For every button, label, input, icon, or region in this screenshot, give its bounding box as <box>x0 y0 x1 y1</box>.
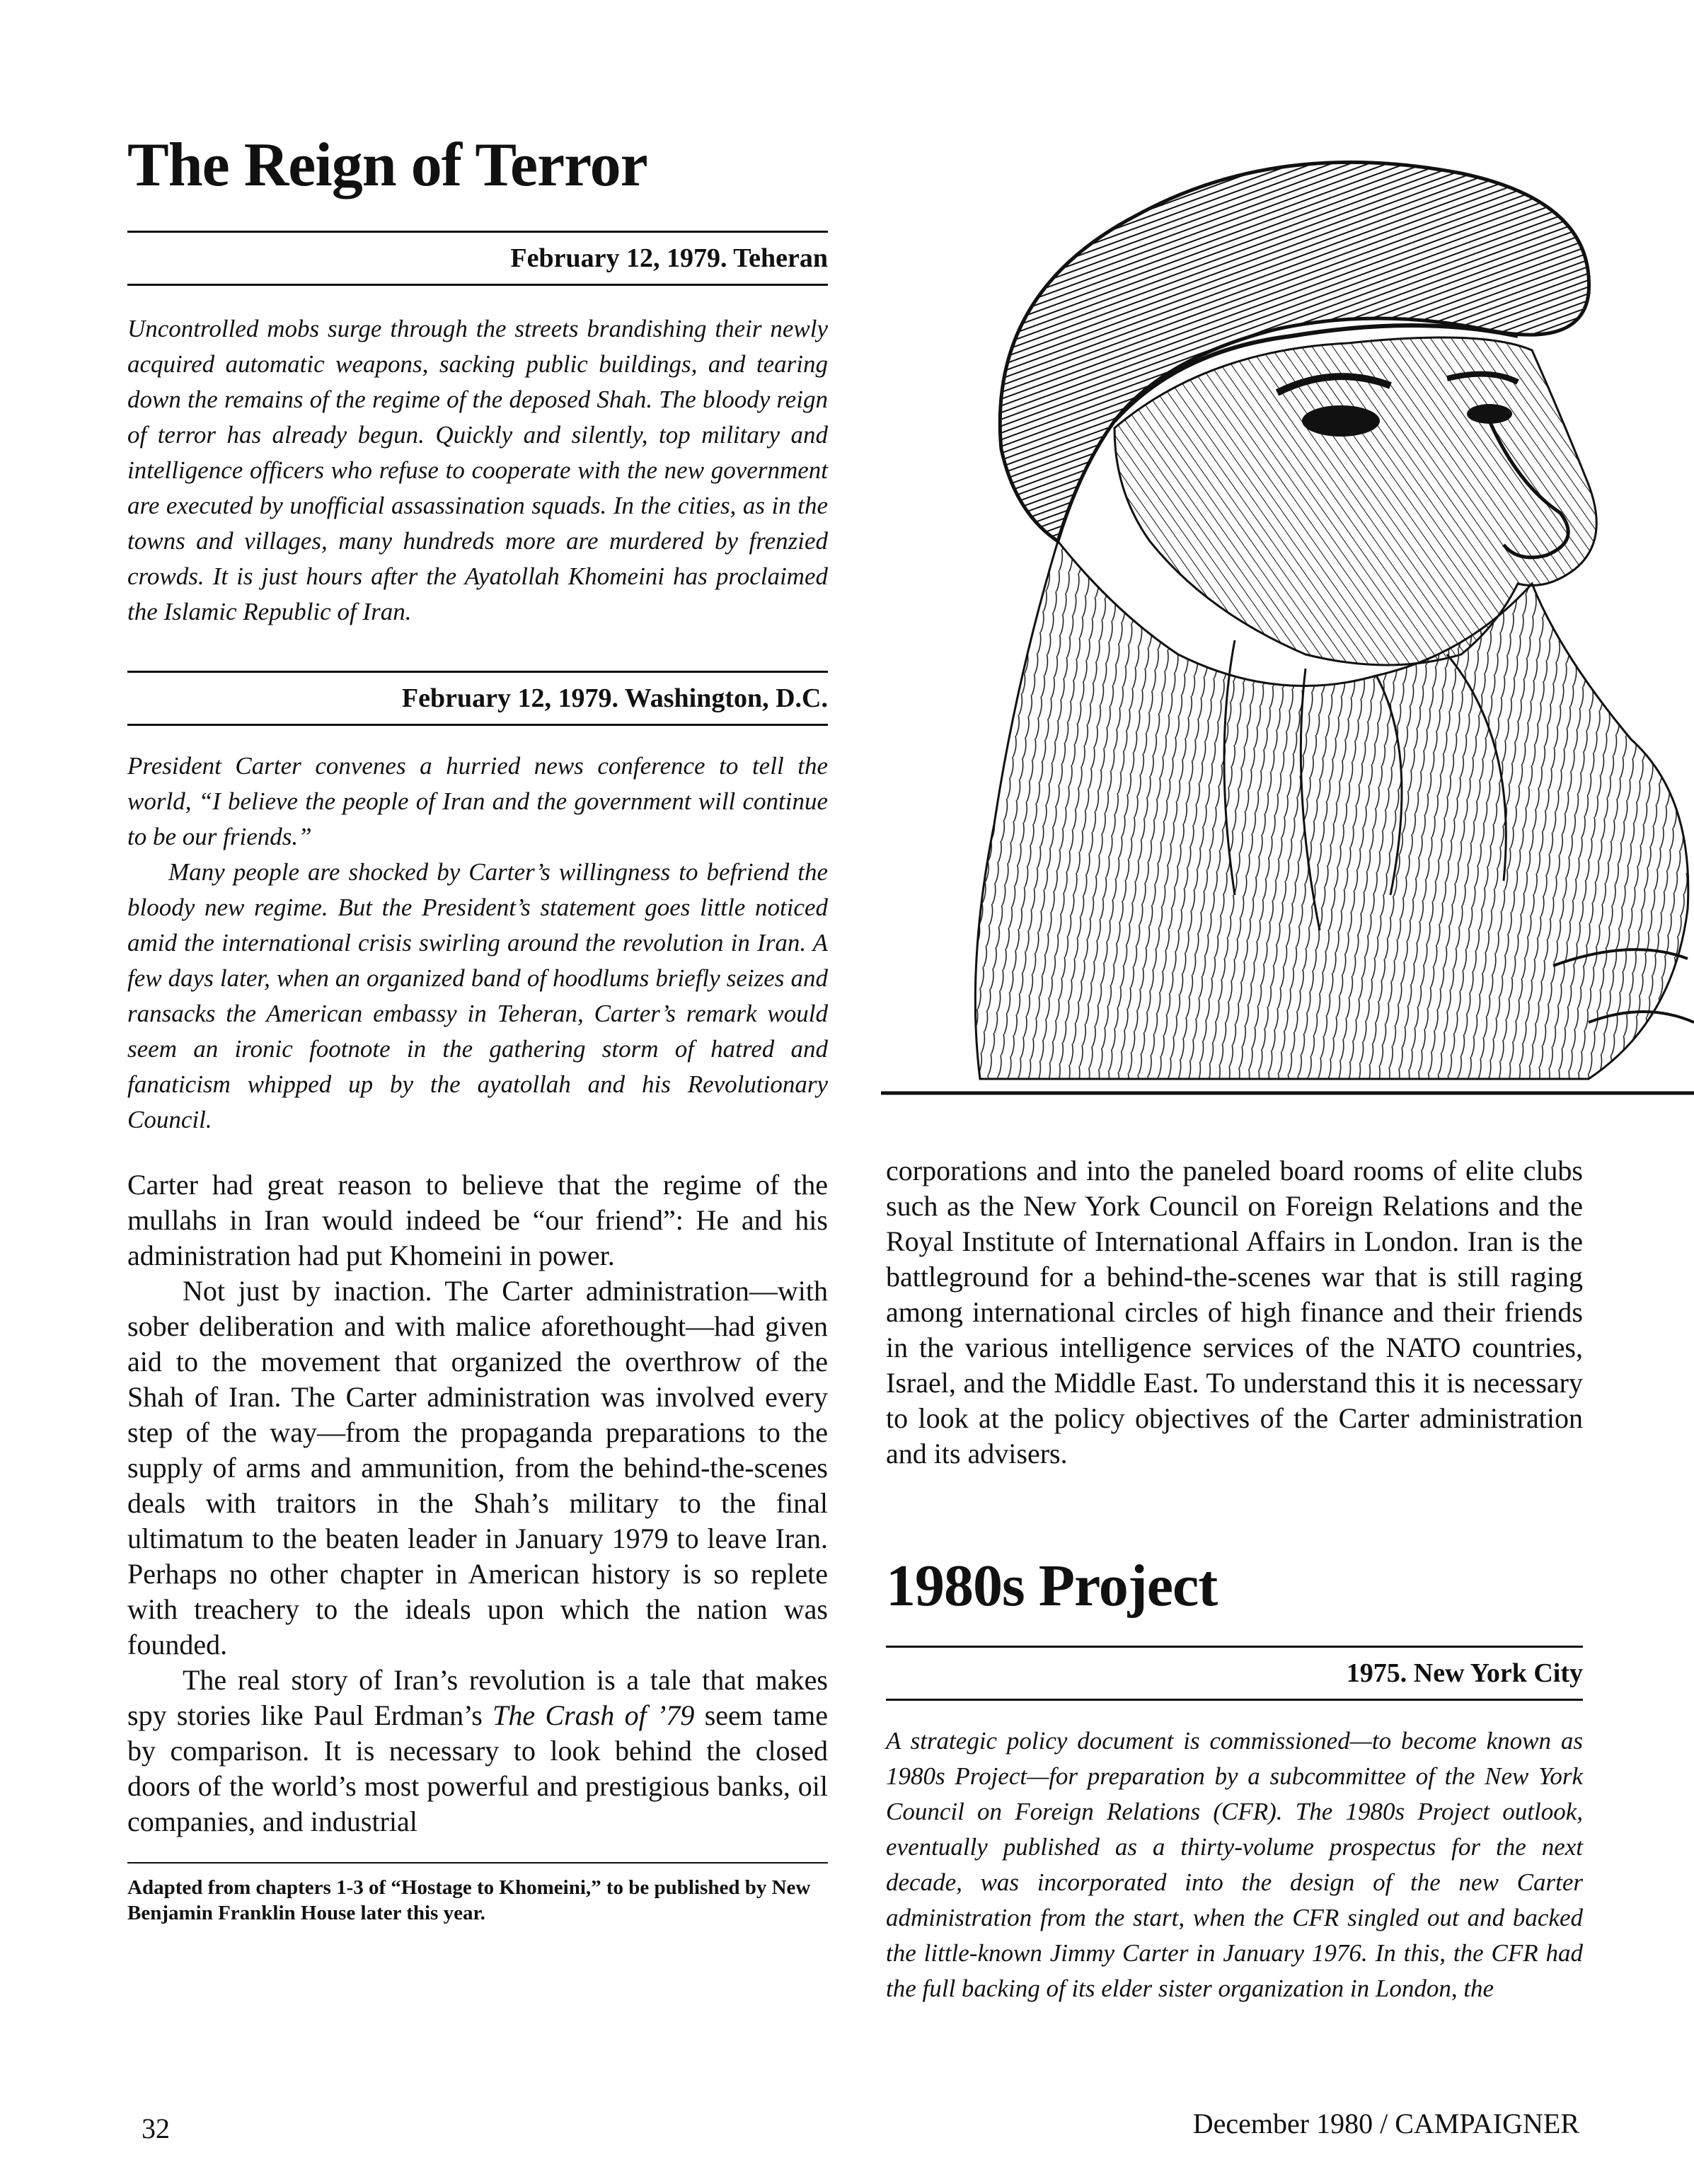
page-number: 32 <box>142 2113 170 2144</box>
new-york-paragraph: A strategic policy document is commissioned—to become known as 1980s Project—for preparation by a subcommittee of the New York Council on Foreign Relations (CFR). The 1980s Project outlook, eventually published as a thirty-volume prospectus for the next decade, was incorporated into the design of the new Carter administration from the start, when the CFR singled out and backed the little-known Jimmy Carter in January 1976. In this, the CFR had the full backing of its elder sister organization in London, the <box>886 1726 1583 2002</box>
dateline-washington: February 12, 1979. Washington, D.C. <box>401 683 828 713</box>
article-title: The Reign of Terror <box>127 131 647 200</box>
footnote: Adapted from chapters 1-3 of “Hostage to Khomeini,” to be published by New Benjamin Franklin House later this year. <box>127 1876 811 1924</box>
book-title: The Crash of ’79 <box>492 1699 695 1731</box>
section-title-1980s-project: 1980s Project <box>886 1553 1218 1619</box>
washington-paragraph-2: Many people are shocked by Carter’s willingness to befriend the bloody new regime. But the President’s statement goes little noticed amid the international crisis swirling around the revolution in Iran. A few days later, when an organized band of hoodlums briefly seizes and ransacks the American embassy in Teheran, Carter’s remark would seem an ironic footnote in the gathering storm of hatred and fanaticism whipped up by the ayatollah and his Revolutionary Council. <box>127 857 828 1133</box>
dateline-new-york: 1975. New York City <box>1346 1658 1583 1688</box>
teheran-paragraph: Uncontrolled mobs surge through the streets brandishing their newly acquired automatic weapons, sacking public buildings, and tearing down the remains of the regime of the deposed Shah. The bloody reign of terror has already begun. Quickly and silently, top military and intelligence officers who refuse to cooperate with the new government are executed by unofficial assassination squads. In the cities, as in the towns and villages, many hundreds more are murdered by frenzied crowds. It is just hours after the Ayatollah Khomeini has proclaimed the Islamic Republic of Iran. <box>127 314 828 625</box>
body-paragraph-3-start: The real story of Iran’s revolution is a tale that makes spy stories like Paul Erdman’s <box>127 1663 828 1731</box>
footnote-rule <box>127 1862 828 1864</box>
running-head: December 1980 / CAMPAIGNER <box>1192 2108 1579 2139</box>
left-column <box>127 131 828 1926</box>
portrait-illustration <box>881 117 1694 1107</box>
washington-paragraph-1: President Carter convenes a hurried news conference to tell the world, “I believe the people of Iran and the government will continue to be our friends.” <box>127 751 828 850</box>
right-column <box>886 1153 1583 2006</box>
body-paragraph-2: Not just by inaction. The Carter administration—with sober deliberation and with malice aforethought—had given aid to the movement that organized the overthrow of the Shah of Iran. The Carter administration was involved every step of the way—from the propaganda preparations to the supply of arms and ammunition, from the behind-the-scenes deals with traitors in the Shah’s military to the final ultimatum to the beaten leader in January 1979 to leave Iran. Perhaps no other chapter in American history is so replete with treachery to the ideals upon which the nation was founded. <box>127 1274 828 1660</box>
body-paragraph-1: Carter had great reason to believe that the regime of the mullahs in Iran would indeed be “our friend”: He and his administration had put Khomeini in power. <box>127 1168 828 1271</box>
body-paragraph-3-end: seem tame by comparison. It is necessary to look behind the closed doors of the world’s most powerful and prestigious banks, oil companies, and industrial <box>127 1699 828 1837</box>
dateline-teheran: February 12, 1979. Teheran <box>510 243 828 273</box>
body-paragraph-3 <box>127 1663 828 1839</box>
body-paragraph-3-continued: corporations and into the paneled board rooms of elite clubs such as the New York Council on Foreign Relations and the Royal Institute of International Affairs in London. Iran is the battleground for a behind-the-scenes war that is still raging among international circles of high finance and their friends in the various intelligence services of the NATO countries, Israel, and the Middle East. To understand this it is necessary to look at the policy objectives of the Carter administration and its advisers. <box>886 1155 1583 1469</box>
